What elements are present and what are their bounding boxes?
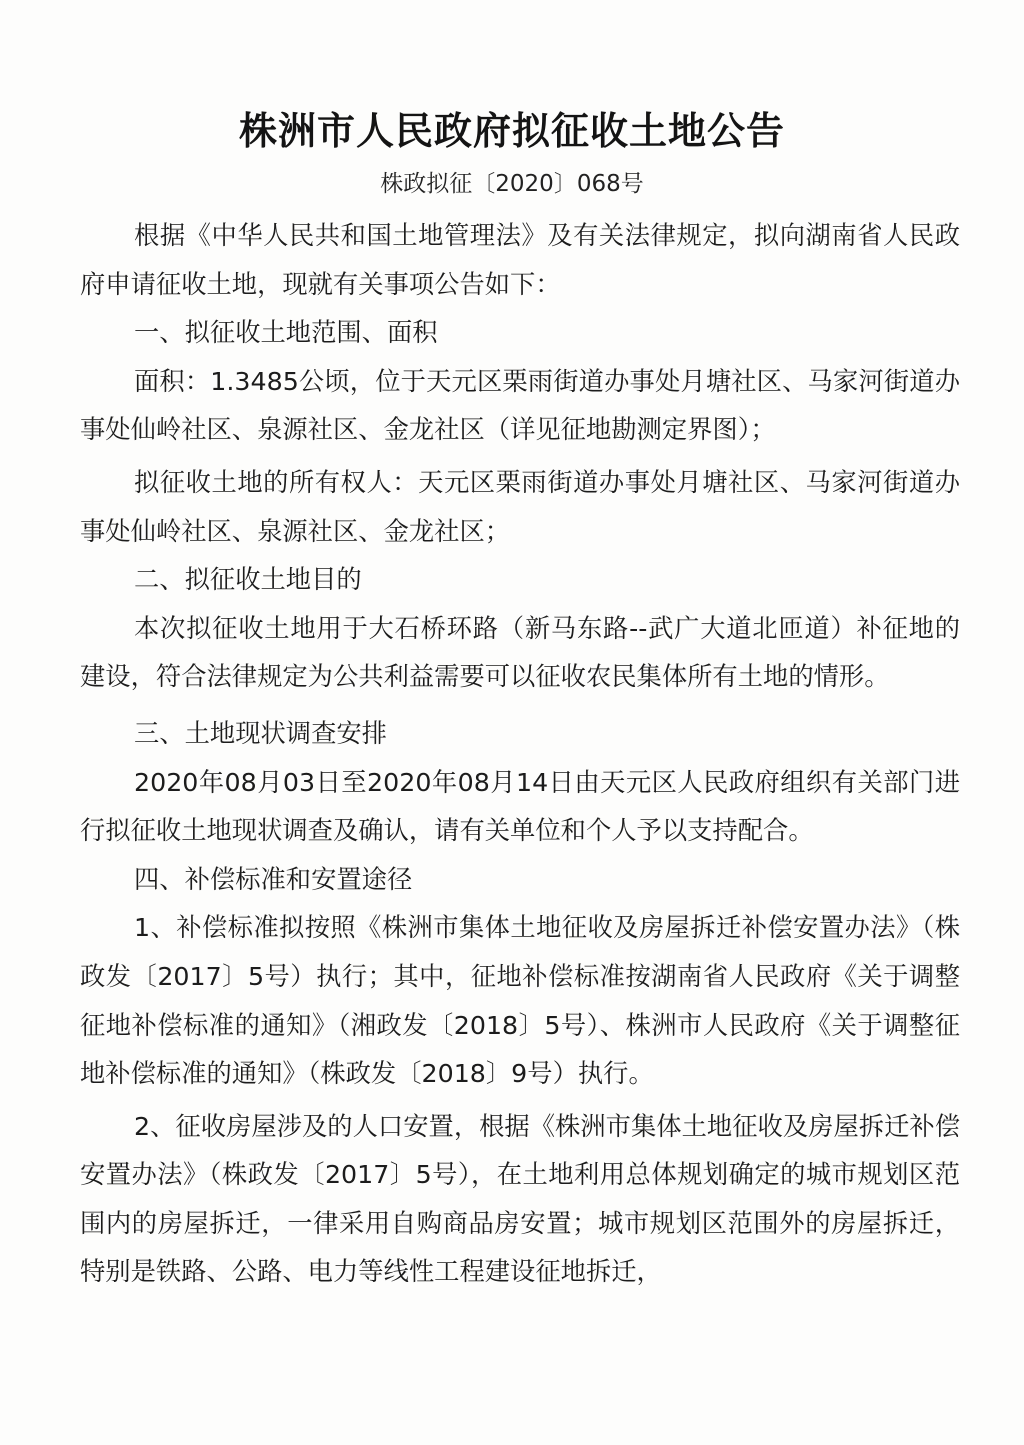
section-1-area-paragraph: 面积：1.3485公顷，位于天元区栗雨街道办事处月塘社区、马家河街道办事处仙岭社区、泉源社区、金龙社区（详见征地勘测定界图）； <box>80 366 960 445</box>
section-1-heading: 一、拟征收土地范围、面积 <box>134 318 438 348</box>
section-3-heading: 三、土地现状调查安排 <box>134 718 387 748</box>
section-2-heading: 二、拟征收土地目的 <box>134 565 362 595</box>
section-2-paragraph: 本次拟征收土地用于大石桥环路（新马东路--武广大道北匝道）补征地的建设，符合法律规定为公共利益需要可以征收农民集体所有土地的情形。 <box>80 613 960 692</box>
document-body <box>80 212 960 1297</box>
document-title: 株洲市人民政府拟征收土地公告 <box>238 108 785 153</box>
section-4-heading: 四、补偿标准和安置途径 <box>134 864 413 894</box>
intro-paragraph: 根据《中华人民共和国土地管理法》及有关法律规定，拟向湖南省人民政府申请征收土地，现就有关事项公告如下： <box>80 221 960 299</box>
document-number: 株政拟征〔2020〕068号 <box>380 171 644 197</box>
section-4-item-2: 2、征收房屋涉及的人口安置，根据《株洲市集体土地征收及房屋拆迁补偿安置办法》（株政发〔2017〕5号），在土地利用总体规划确定的城市规划区范围内的房屋拆迁，一律采用自购商品房安置；城市规划区范围外的房屋拆迁，特别是铁路、公路、电力等线性工程建设征地拆迁， <box>80 1111 960 1287</box>
section-3-paragraph: 2020年08月03日至2020年08月14日由天元区人民政府组织有关部门进行拟征收土地现状调查及确认，请有关单位和个人予以支持配合。 <box>80 767 960 846</box>
section-4-item-1: 1、补偿标准拟按照《株洲市集体土地征收及房屋拆迁补偿安置办法》（株政发〔2017〕5号）执行；其中，征地补偿标准按湖南省人民政府《关于调整征地补偿标准的通知》（湘政发〔2018〕5号）、株洲市人民政府《关于调整征地补偿标准的通知》（株政发〔2018〕9号）执行。 <box>80 913 960 1089</box>
section-1-owners-paragraph: 拟征收土地的所有权人：天元区栗雨街道办事处月塘社区、马家河街道办事处仙岭社区、泉源社区、金龙社区； <box>80 467 960 546</box>
